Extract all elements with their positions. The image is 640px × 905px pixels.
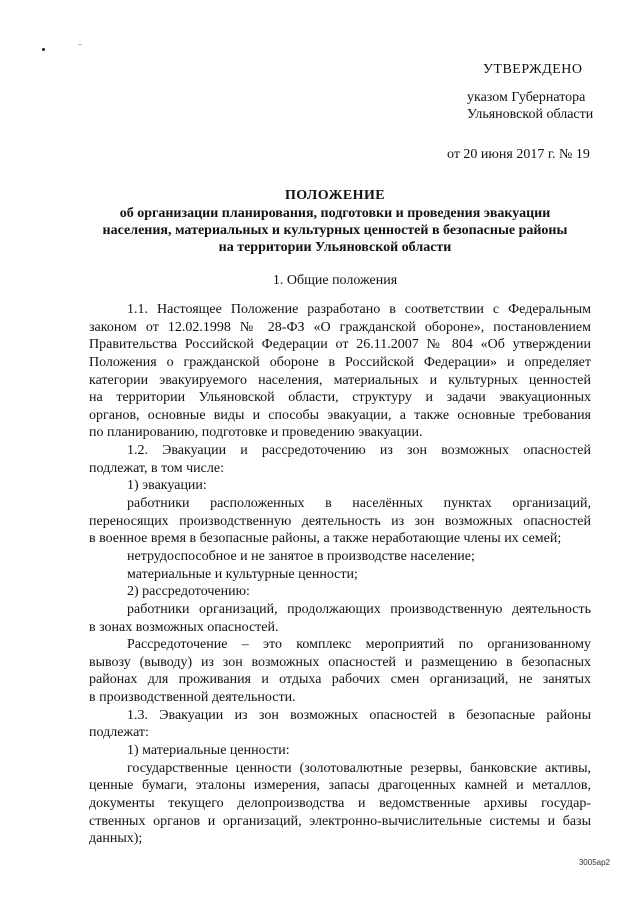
body-line: районах для проживания и отдыха рабочих смен организаций, не занятых — [89, 672, 591, 688]
body-line: органов, основные виды и способы эвакуации, а также основные требования — [89, 407, 591, 423]
body-line: Рассредоточение – это комплекс мероприятий по организованному — [127, 637, 591, 653]
body-line: документы текущего делопроизводства и ведомственные архивы государ- — [89, 795, 591, 811]
document-subtitle-line: населения, материальных и культурных ценностей в безопасные районы — [102, 223, 568, 238]
section-heading: 1. Общие положения — [272, 273, 398, 288]
body-line: 1.3. Эвакуации из зон возможных опасностей в безопасные районы — [127, 707, 591, 723]
body-line: работники организаций, продолжающих производственную деятельность — [127, 601, 591, 617]
body-line: категории эвакуируемого населения, материальных и культурных ценностей — [89, 372, 591, 388]
body-line: материальные и культурные ценности; — [127, 566, 358, 582]
body-line: 1) материальные ценности: — [127, 743, 290, 759]
body-line: в производственной деятельности. — [89, 690, 296, 706]
document-body — [89, 301, 591, 848]
body-line: ценные бумаги, эталоны измерения, запасы драгоценных камней и металлов, — [89, 778, 591, 794]
body-line: Правительства Российской Федерации от 26.11.2007 № 804 «Об утверждении — [89, 337, 591, 353]
scan-speck — [78, 44, 82, 45]
document-subtitle-line: на территории Ульяновской области — [218, 240, 452, 255]
document-subtitle-line: об организации планирования, подготовки и проведения эвакуации — [119, 206, 551, 221]
page-code: 3005ар2 — [578, 858, 610, 867]
body-line: 1.2. Эвакуации и рассредоточению из зон возможных опасностей — [127, 443, 591, 459]
approval-authority-line: Ульяновской области — [467, 107, 594, 122]
body-line: данных); — [89, 831, 143, 847]
document-title: ПОЛОЖЕНИЕ — [285, 188, 385, 203]
body-line: подлежат, в том числе: — [89, 460, 224, 476]
body-line: в зонах возможных опасностей. — [89, 619, 279, 635]
body-line: 1.1. Настоящее Положение разработано в соответствии с Федеральным — [127, 302, 591, 317]
body-line: нетрудоспособное и не занятое в производстве население; — [127, 548, 475, 564]
body-line: работники расположенных в населённых пунктах организаций, — [127, 496, 591, 512]
body-line: государственные ценности (золотовалютные резервы, банковские активы, — [127, 760, 591, 776]
approval-label: УТВЕРЖДЕНО — [483, 62, 583, 77]
body-line: Положения о гражданской обороне в Российской Федерации» и определяет — [89, 354, 591, 370]
body-line: в военное время в безопасные районы, а также неработающие члены их семей; — [89, 531, 562, 547]
body-line: по планированию, подготовке и проведению эвакуации. — [89, 425, 423, 441]
body-line: 1) эвакуации: — [127, 478, 207, 494]
body-line: законом от 12.02.1998 № 28-ФЗ «О гражданской обороне», постановлением — [89, 319, 591, 335]
body-line: ственных органов и организаций, электронно-вычислительные системы и базы — [89, 813, 591, 829]
body-line: вывозу (выводу) из зон возможных опасностей и размещению в безопасных — [89, 654, 591, 670]
scan-speck — [42, 48, 45, 51]
body-line: 2) рассредоточению: — [127, 584, 250, 600]
approval-date: от 20 июня 2017 г. № 19 — [447, 147, 590, 162]
body-line: подлежат: — [89, 725, 149, 741]
body-line: на территории Ульяновской области, структуру и задачи эвакуационных — [89, 390, 591, 406]
approval-authority-line: указом Губернатора — [467, 90, 586, 105]
body-line: переносящих производственную деятельность из зон возможных опасностей — [89, 513, 591, 529]
